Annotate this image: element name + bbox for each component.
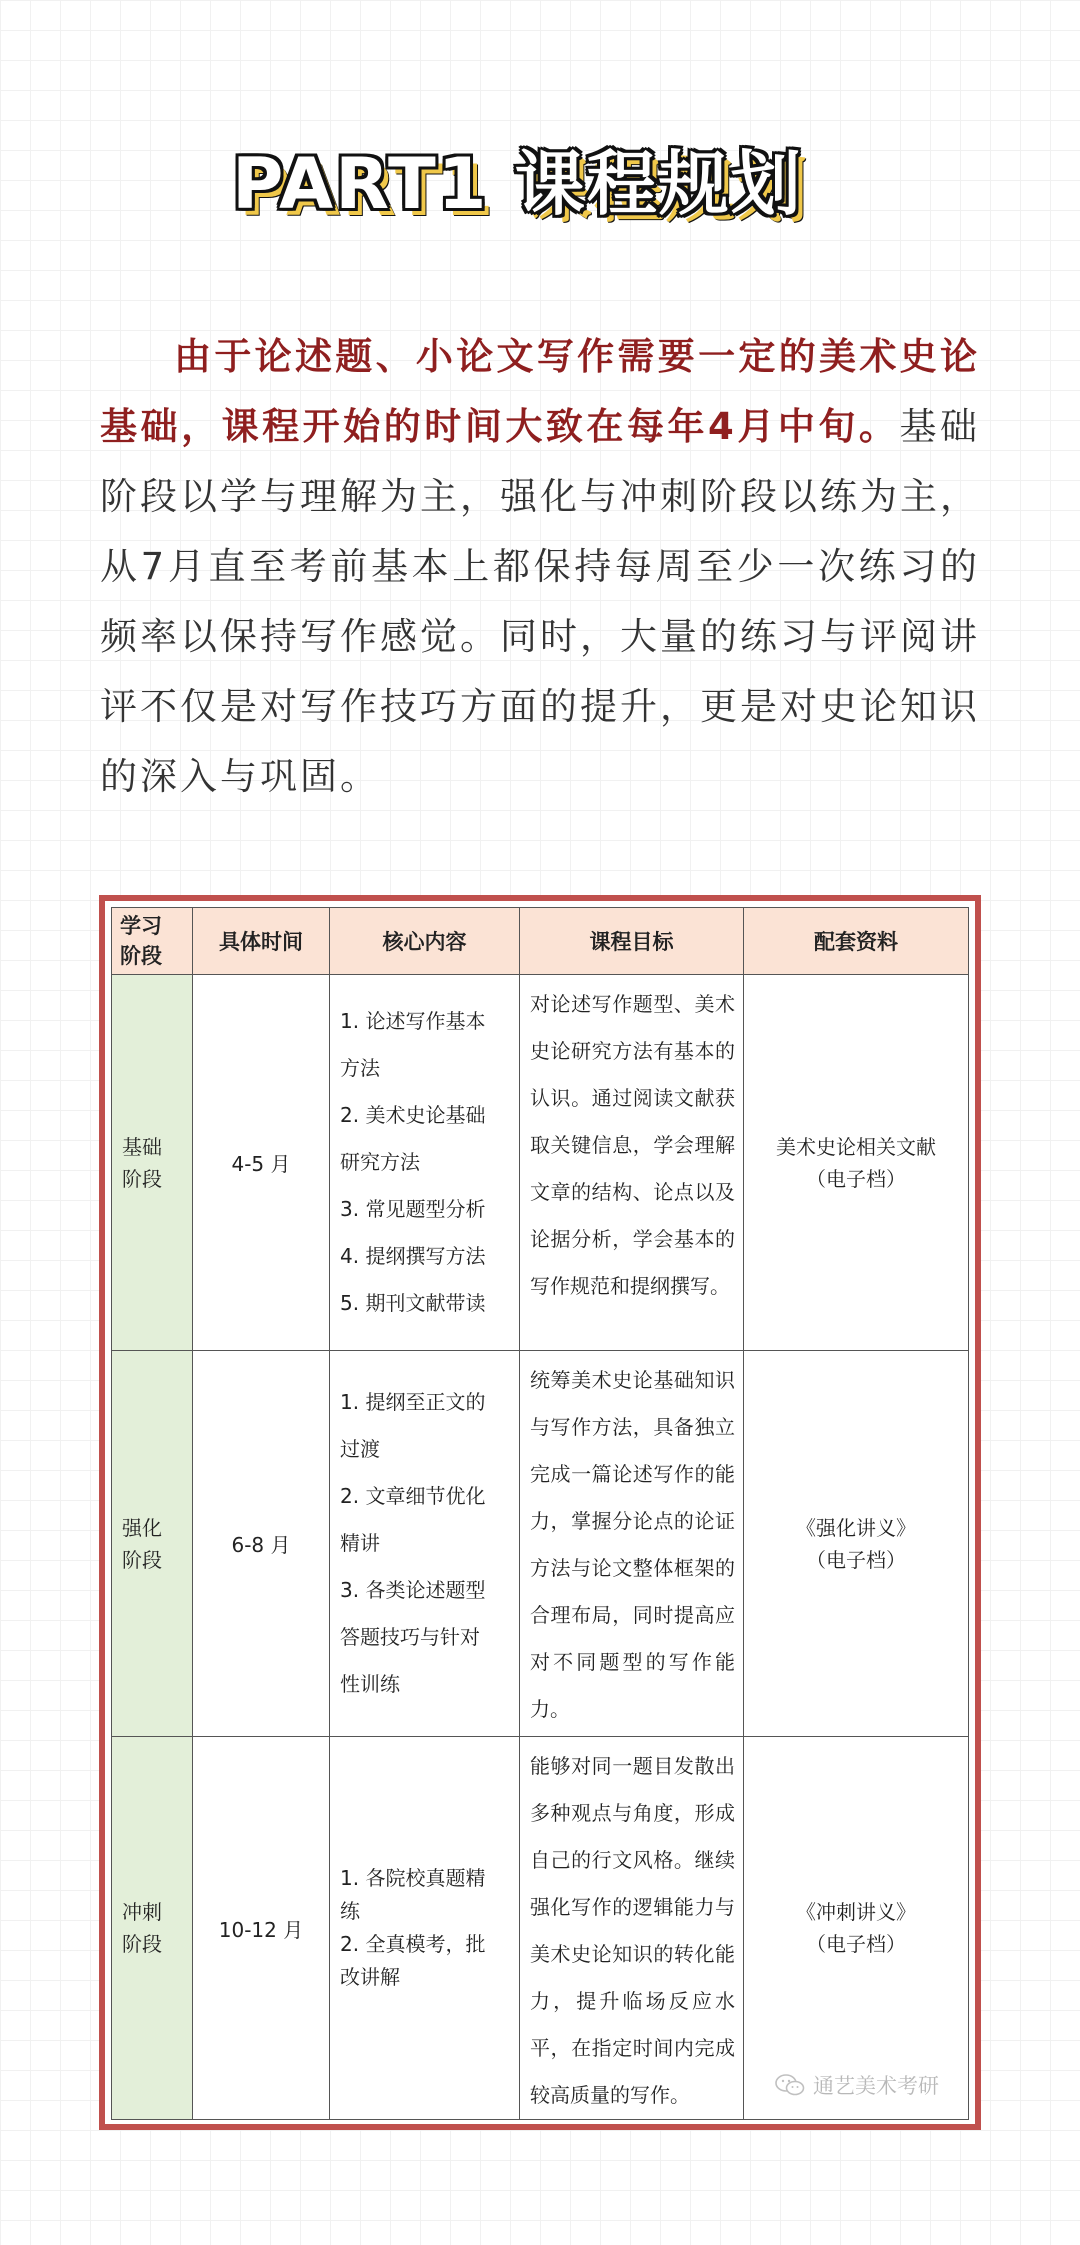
resource-cell: 《冲刺讲义》 （电子档） (744, 1737, 969, 2120)
header-content: 核心内容 (330, 908, 520, 975)
resource-cell: 《强化讲义》 （电子档） (744, 1351, 969, 1737)
header-resources: 配套资料 (744, 908, 969, 975)
course-plan-table (99, 895, 981, 2130)
watermark (775, 2070, 939, 2100)
time-cell: 4-5 月 (193, 975, 330, 1351)
time-cell: 6-8 月 (193, 1351, 330, 1737)
watermark-text: 通艺美术考研 (813, 2074, 939, 2098)
intro-highlight: 由于论述题、小论文写作需要一定的美术史论基础，课程开始的时间大致在每年4月中旬。 (100, 335, 980, 448)
goal-cell: 能够对同一题目发散出多种观点与角度，形成自己的行文风格。继续强化写作的逻辑能力与美术史论知识的转化能力，提升临场反应水平，在指定时间内完成较高质量的写作。 (520, 1737, 744, 2120)
goal-cell: 统筹美术史论基础知识与写作方法，具备独立完成一篇论述写作的能力，掌握分论点的论证方法与论文整体框架的合理布局，同时提高应对不同题型的写作能力。 (520, 1351, 744, 1737)
table-row (112, 975, 969, 1351)
stage-cell: 基础 阶段 (112, 975, 193, 1351)
intro-paragraph (100, 322, 980, 812)
stage-cell: 冲刺 阶段 (112, 1737, 193, 2120)
intro-body: 基础阶段以学与理解为主，强化与冲刺阶段以练为主，从7月直至考前基本上都保持每周至少一次练习的频率以保持写作感觉。同时，大量的练习与评阅讲评不仅是对写作技巧方面的提升，更是对史论知识的深入与巩固。 (100, 405, 981, 798)
content-cell: 1. 论述写作基本 方法 2. 美术史论基础 研究方法 3. 常见题型分析 4. 提纲撰写方法 5. 期刊文献带读 (330, 975, 520, 1351)
goal-cell: 对论述写作题型、美术史论研究方法有基本的认识。通过阅读文献获取关键信息，学会理解文章的结构、论点以及论据分析，学会基本的写作规范和提纲撰写。 (520, 975, 744, 1351)
page-title: PART1 课程规划 (232, 143, 803, 225)
content-cell: 1. 提纲至正文的 过渡 2. 文章细节优化 精讲 3. 各类论述题型 答题技巧与针对 性训练 (330, 1351, 520, 1737)
table-header-row (112, 908, 969, 975)
header-stage: 学习 阶段 (112, 908, 193, 975)
wechat-icon (775, 2074, 805, 2096)
table-row (112, 1351, 969, 1737)
table-row (112, 1737, 969, 2120)
content-cell: 1. 各院校真题精 练 2. 全真模考，批 改讲解 (330, 1737, 520, 2120)
time-cell: 10-12 月 (193, 1737, 330, 2120)
header-time: 具体时间 (193, 908, 330, 975)
header-goal: 课程目标 (520, 908, 744, 975)
schedule-table (111, 907, 969, 2120)
resource-cell: 美术史论相关文献 （电子档） (744, 975, 969, 1351)
stage-cell: 强化 阶段 (112, 1351, 193, 1737)
